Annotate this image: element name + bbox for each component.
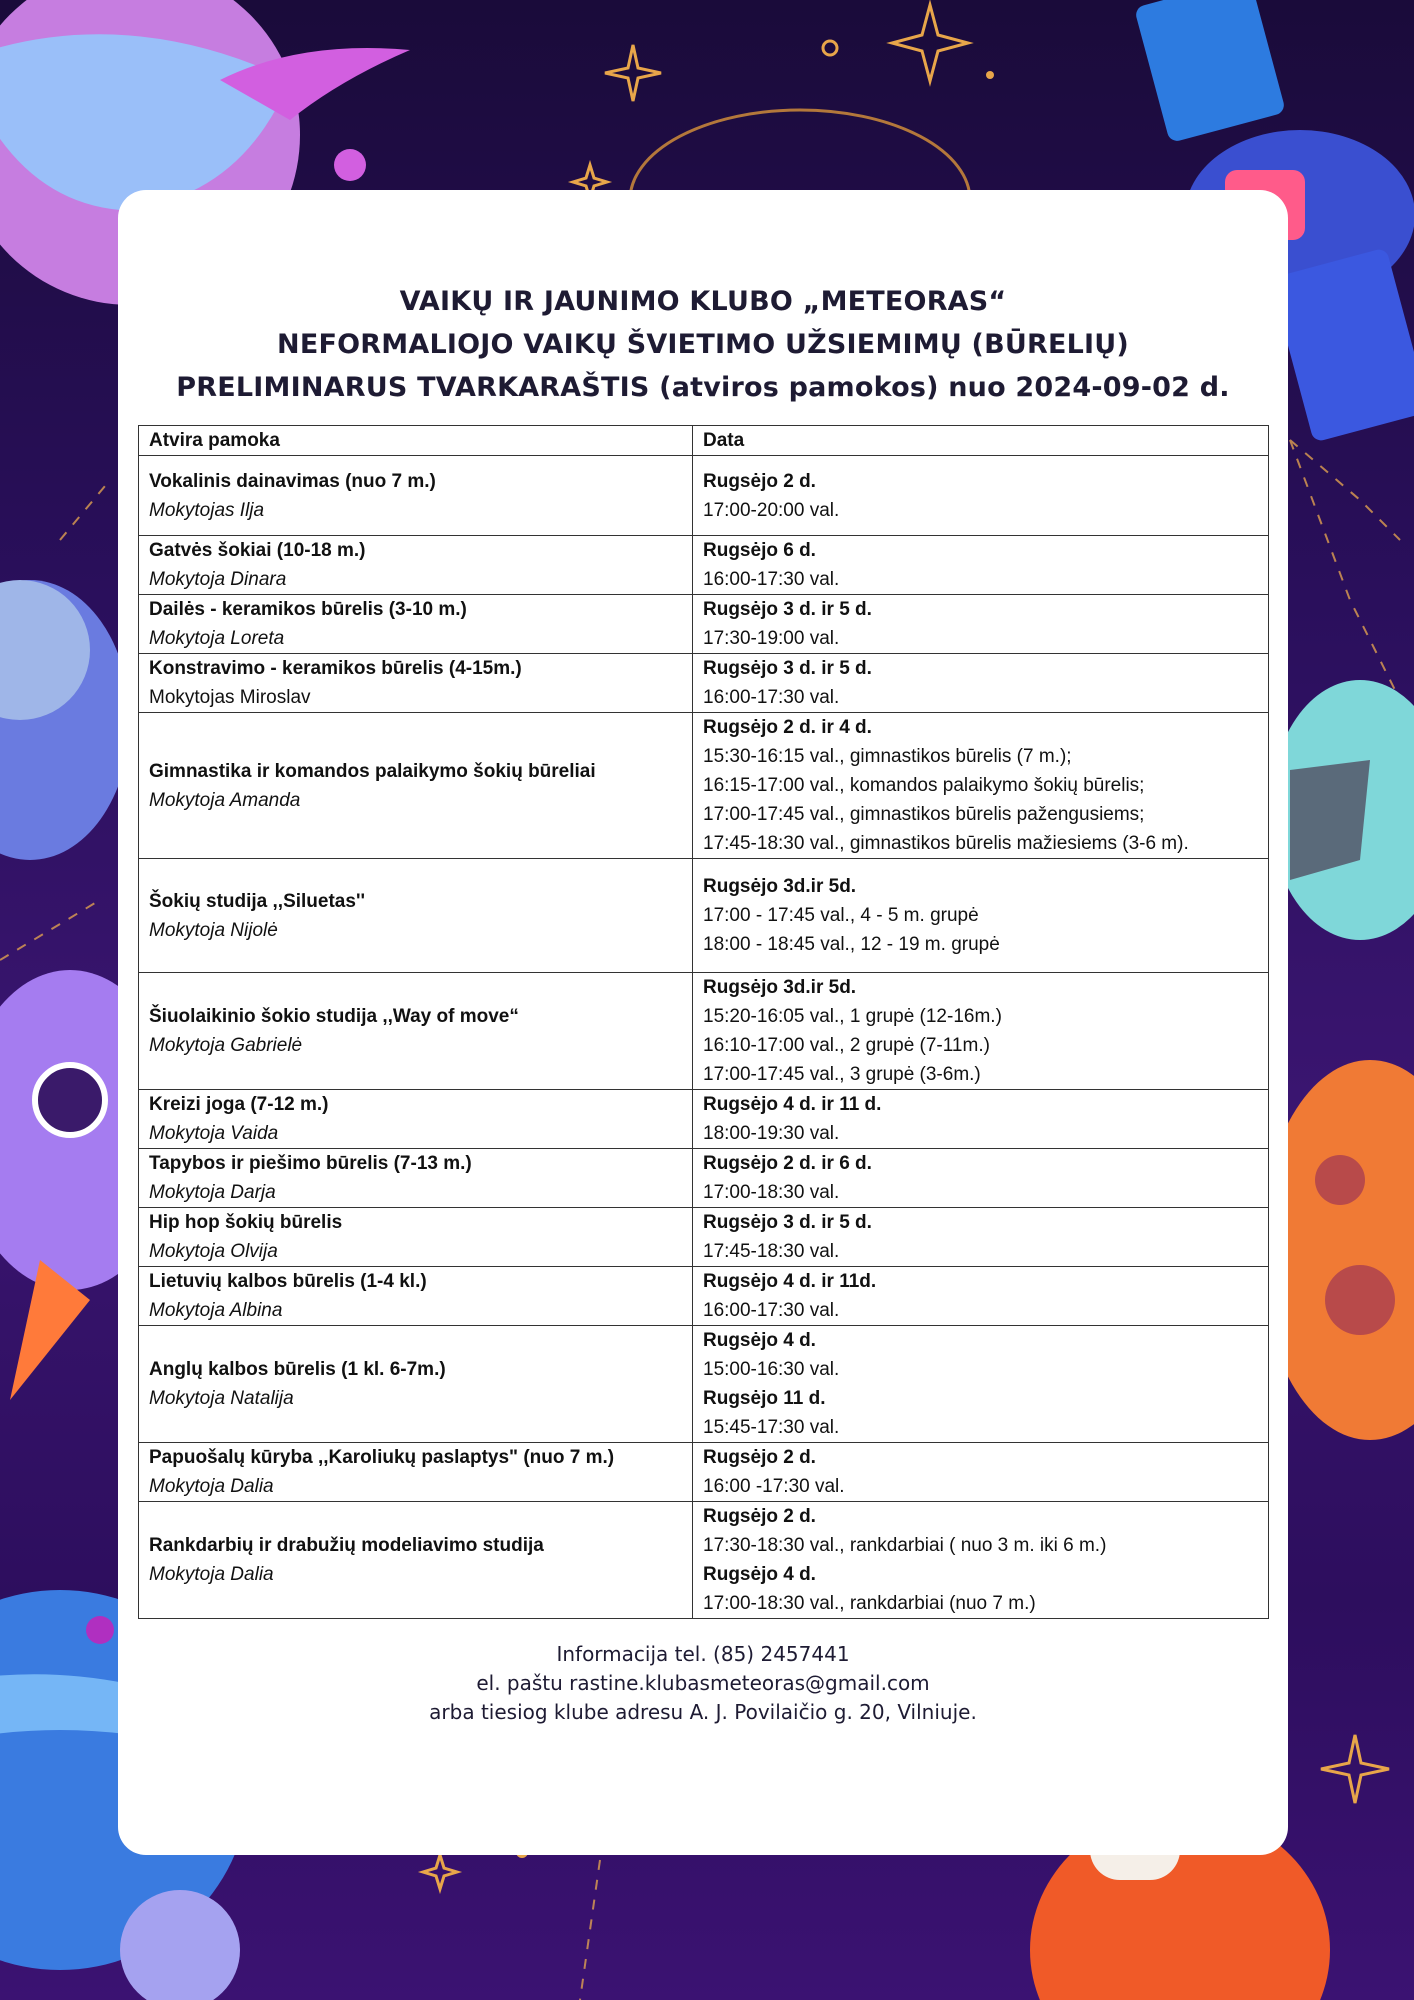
activity-cell bbox=[139, 1502, 693, 1619]
activity-name: Anglų kalbos būrelis (1 kl. 6-7m.) bbox=[149, 1359, 446, 1380]
date-label: Rugsėjo 3d.ir 5d. bbox=[703, 876, 857, 897]
time-slot: 17:00-17:45 val., gimnastikos būrelis pažengusiems; bbox=[703, 804, 1145, 825]
activity-name: Rankdarbių ir drabužių modeliavimo studija bbox=[149, 1535, 544, 1556]
date-cell bbox=[693, 456, 1269, 536]
date-cell bbox=[693, 1208, 1269, 1267]
time-slot: 17:00-20:00 val. bbox=[703, 499, 840, 521]
date-cell bbox=[693, 713, 1269, 859]
activity-cell bbox=[139, 973, 693, 1090]
activity-cell bbox=[139, 1443, 693, 1502]
contact-email: el. paštu rastine.klubasmeteoras@gmail.com bbox=[476, 1671, 930, 1695]
date-label: Rugsėjo 3 d. ir 5 d. bbox=[703, 599, 872, 620]
activity-name: Kreizi joga (7-12 m.) bbox=[149, 1094, 329, 1115]
table-row bbox=[139, 1090, 1269, 1149]
table-row bbox=[139, 654, 1269, 713]
time-slot: 17:30-19:00 val. bbox=[703, 628, 840, 649]
teacher-name: Mokytoja Dalia bbox=[149, 1564, 274, 1585]
schedule-table-body bbox=[139, 456, 1269, 1619]
time-slot: 15:20-16:05 val., 1 grupė (12-16m.) bbox=[703, 1006, 1002, 1027]
table-row bbox=[139, 536, 1269, 595]
date-label: Rugsėjo 2 d. ir 6 d. bbox=[703, 1153, 872, 1174]
activity-cell bbox=[139, 1267, 693, 1326]
contact-phone: Informacija tel. (85) 2457441 bbox=[556, 1642, 850, 1666]
time-slot: 18:00-19:30 val. bbox=[703, 1123, 840, 1144]
teacher-name: Mokytoja Albina bbox=[149, 1300, 283, 1321]
time-slot: 17:45-18:30 val., gimnastikos būrelis mažiesiems (3-6 m). bbox=[703, 833, 1189, 854]
schedule-card bbox=[118, 190, 1288, 1855]
date-label: Rugsėjo 3d.ir 5d. bbox=[703, 977, 857, 998]
time-slot: 17:00 - 17:45 val., 4 - 5 m. grupė bbox=[703, 905, 979, 926]
activity-name: Hip hop šokių būrelis bbox=[149, 1212, 343, 1233]
date-cell bbox=[693, 1267, 1269, 1326]
contact-info bbox=[118, 1640, 1288, 1727]
time-slot: 18:00 - 18:45 val., 12 - 19 m. grupė bbox=[703, 934, 1000, 955]
teacher-name: Mokytoja Loreta bbox=[149, 628, 285, 649]
teacher-name: Mokytoja Dinara bbox=[149, 569, 287, 590]
date-cell bbox=[693, 595, 1269, 654]
date-label: Rugsėjo 11 d. bbox=[703, 1388, 826, 1409]
date-label: Rugsėjo 4 d. ir 11 d. bbox=[703, 1094, 882, 1115]
activity-cell bbox=[139, 1149, 693, 1208]
time-slot: 17:45-18:30 val. bbox=[703, 1241, 840, 1262]
teacher-name: Mokytojas Miroslav bbox=[149, 687, 311, 708]
time-slot: 16:00 -17:30 val. bbox=[703, 1476, 845, 1497]
table-row bbox=[139, 1326, 1269, 1443]
activity-name: Konstravimo - keramikos būrelis (4-15m.) bbox=[149, 658, 522, 679]
date-label: Rugsėjo 4 d. bbox=[703, 1330, 816, 1351]
contact-address: arba tiesiog klube adresu A. J. Povilaičio g. 20, Vilniuje. bbox=[429, 1700, 977, 1724]
activity-name: Šiuolaikinio šokio studija ,,Way of move“ bbox=[149, 1006, 519, 1027]
time-slot: 15:45-17:30 val. bbox=[703, 1417, 840, 1438]
date-cell bbox=[693, 1326, 1269, 1443]
title-line-2: NEFORMALIOJO VAIKŲ ŠVIETIMO UŽSIEMIMŲ (BŪRELIŲ) bbox=[277, 329, 1129, 360]
activity-name: Gatvės šokiai (10-18 m.) bbox=[149, 540, 366, 561]
activity-name: Šokių studija ,,Siluetas'' bbox=[149, 890, 365, 912]
date-cell bbox=[693, 536, 1269, 595]
date-cell bbox=[693, 859, 1269, 973]
activity-name: Gimnastika ir komandos palaikymo šokių būreliai bbox=[149, 760, 596, 782]
teacher-name: Mokytoja Olvija bbox=[149, 1241, 278, 1262]
activity-cell bbox=[139, 595, 693, 654]
date-label: Rugsėjo 3 d. ir 5 d. bbox=[703, 1212, 872, 1233]
activity-cell bbox=[139, 1326, 693, 1443]
date-label: Rugsėjo 2 d. bbox=[703, 1506, 816, 1527]
table-row bbox=[139, 859, 1269, 973]
time-slot: 17:00-18:30 val., rankdarbiai (nuo 7 m.) bbox=[703, 1593, 1036, 1614]
schedule-table bbox=[138, 425, 1269, 1619]
activity-name: Tapybos ir piešimo būrelis (7-13 m.) bbox=[149, 1153, 472, 1174]
activity-cell bbox=[139, 536, 693, 595]
date-cell bbox=[693, 1090, 1269, 1149]
table-row bbox=[139, 1502, 1269, 1619]
activity-cell bbox=[139, 859, 693, 973]
date-cell bbox=[693, 1443, 1269, 1502]
time-slot: 16:10-17:00 val., 2 grupė (7-11m.) bbox=[703, 1035, 990, 1056]
date-cell bbox=[693, 1149, 1269, 1208]
activity-cell bbox=[139, 713, 693, 859]
table-row bbox=[139, 973, 1269, 1090]
time-slot: 15:00-16:30 val. bbox=[703, 1359, 840, 1380]
date-label: Rugsėjo 2 d. bbox=[703, 470, 816, 492]
teacher-name: Mokytojas Ilja bbox=[149, 499, 265, 521]
activity-cell bbox=[139, 1090, 693, 1149]
table-row bbox=[139, 1443, 1269, 1502]
time-slot: 15:30-16:15 val., gimnastikos būrelis (7 m.); bbox=[703, 746, 1072, 767]
column-header-date: Data bbox=[693, 426, 1269, 456]
time-slot: 17:30-18:30 val., rankdarbiai ( nuo 3 m. iki 6 m.) bbox=[703, 1535, 1107, 1556]
time-slot: 17:00-18:30 val. bbox=[703, 1182, 840, 1203]
teacher-name: Mokytoja Natalija bbox=[149, 1388, 294, 1409]
activity-cell bbox=[139, 456, 693, 536]
date-cell bbox=[693, 1502, 1269, 1619]
time-slot: 16:00-17:30 val. bbox=[703, 1300, 840, 1321]
page-title bbox=[118, 280, 1288, 409]
table-header-row bbox=[139, 426, 1269, 456]
time-slot: 16:00-17:30 val. bbox=[703, 569, 840, 590]
date-label: Rugsėjo 2 d. bbox=[703, 1447, 816, 1468]
teacher-name: Mokytoja Vaida bbox=[149, 1123, 279, 1144]
time-slot: 16:15-17:00 val., komandos palaikymo šokių būrelis; bbox=[703, 775, 1145, 796]
date-label: Rugsėjo 4 d. bbox=[703, 1564, 816, 1585]
teacher-name: Mokytoja Amanda bbox=[149, 789, 301, 811]
teacher-name: Mokytoja Dalia bbox=[149, 1476, 274, 1497]
column-header-activity: Atvira pamoka bbox=[139, 426, 693, 456]
table-row bbox=[139, 595, 1269, 654]
table-row bbox=[139, 456, 1269, 536]
activity-name: Dailės - keramikos būrelis (3-10 m.) bbox=[149, 599, 467, 620]
activity-cell bbox=[139, 1208, 693, 1267]
title-line-3: PRELIMINARUS TVARKARAŠTIS (atviros pamokos) nuo 2024-09-02 d. bbox=[176, 372, 1230, 403]
activity-name: Papuošalų kūryba ,,Karoliukų paslaptys" (nuo 7 m.) bbox=[149, 1447, 615, 1468]
date-label: Rugsėjo 3 d. ir 5 d. bbox=[703, 658, 872, 679]
teacher-name: Mokytoja Gabrielė bbox=[149, 1035, 303, 1056]
table-row bbox=[139, 1149, 1269, 1208]
teacher-name: Mokytoja Nijolė bbox=[149, 919, 278, 941]
date-label: Rugsėjo 2 d. ir 4 d. bbox=[703, 717, 872, 738]
date-cell bbox=[693, 973, 1269, 1090]
date-cell bbox=[693, 654, 1269, 713]
table-row bbox=[139, 1267, 1269, 1326]
table-row bbox=[139, 1208, 1269, 1267]
title-line-1: VAIKŲ IR JAUNIMO KLUBO „METEORAS“ bbox=[399, 286, 1007, 317]
teacher-name: Mokytoja Darja bbox=[149, 1182, 276, 1203]
activity-cell bbox=[139, 654, 693, 713]
activity-name: Vokalinis dainavimas (nuo 7 m.) bbox=[149, 470, 436, 492]
date-label: Rugsėjo 6 d. bbox=[703, 540, 816, 561]
activity-name: Lietuvių kalbos būrelis (1-4 kl.) bbox=[149, 1271, 427, 1292]
time-slot: 17:00-17:45 val., 3 grupė (3-6m.) bbox=[703, 1064, 981, 1085]
table-row bbox=[139, 713, 1269, 859]
time-slot: 16:00-17:30 val. bbox=[703, 687, 840, 708]
date-label: Rugsėjo 4 d. ir 11d. bbox=[703, 1271, 877, 1292]
